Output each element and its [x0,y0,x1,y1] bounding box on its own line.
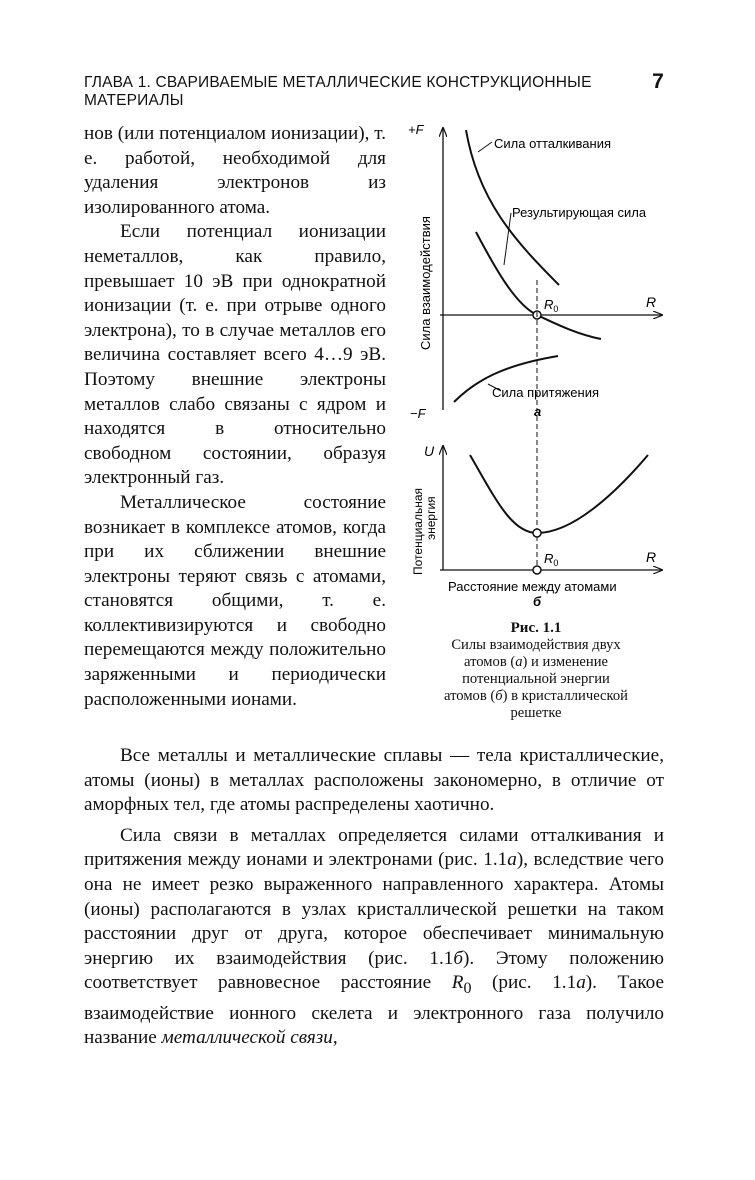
r0-label-a: $R_0$ [544,297,559,314]
panel-b-label: б [533,594,542,609]
paragraph-4: Все металлы и металлические сплавы — тела кристаллические, атомы (ионы) в металлах расположены закономерно, в отличие от аморфных тел, где атомы распределены хаотично. [84,745,664,816]
plot-a-minus-f-label: −F [410,406,426,421]
attraction-label: Сила притяжения [492,385,600,400]
figure-1-1 [404,120,666,609]
resultant-leader [504,213,511,265]
chapter-title: ГЛАВА 1. СВАРИВАЕМЫЕ МЕТАЛЛИЧЕСКИЕ КОНСТРУКЦИОННЫЕ МАТЕРИАЛЫ [84,74,592,109]
r0-axis-point [533,566,541,574]
paragraph-3: Металлическое состояние возникает в комплексе атомов, когда при их сближении внешние электроны теряют связь с атомами, становятся общими, т. е. коллективизируются и свободно перемещаются между положительно заряженными и периодически расположенными ионами. [84,491,386,710]
full-width-text [84,744,664,1051]
resultant-label: Результирующая сила [512,205,647,220]
caption-line-2: атомов (а) и изменение [464,654,608,670]
repulsion-leader [478,142,492,152]
plot-b-y-axis-title-2: энергия [424,496,438,540]
caption-line-3: потенциальной энергии [462,671,610,687]
plot-a-y-axis-title: Сила взаимодействия [418,216,433,350]
metallic-bond-term: металлической связи [161,1027,333,1049]
paragraph-2: Если потенциал ионизации неметаллов, как правило, превышает 10 эВ при однократной ионизации (т. е. при отрыве одного электрона), то в случае металлов его величина составляет всего 4…9 эВ. Поэтому внешние электроны металлов слабо связаны с ядром и находятся в относительно свободном состоянии, образуя электронный газ. [84,221,386,489]
resultant-force-curve [476,232,601,339]
r0-label-b: $R_0$ [544,551,559,568]
panel-a-label: а [534,404,542,419]
energy-minimum-point [533,529,541,537]
left-text-column [84,122,386,712]
paragraph-1: нов (или потенциалом ионизации), т. е. работой, необходимой для удаления электронов из изолированного атома. [84,123,386,218]
caption-line-5: решетке [510,705,562,721]
page-number: 7 [652,70,664,93]
caption-line-1: Силы взаимодействия двух [451,637,621,653]
plot-b-u-label: U [424,443,435,459]
plot-b-r-label: R [646,549,657,565]
caption-title: Рис. 1.1 [510,620,562,636]
plot-a-r-label: R [646,294,657,310]
caption-line-4: атомов (б) в кристаллической [444,688,628,704]
paragraph-5: Сила связи в металлах определяется силами отталкивания и притяжения между ионами и электронами (рис. 1.1а), вследствие чего она не имеет резко выраженного направленного характера. Атомы (ионы) располагаются в узлах кристаллической решетки на таком расстоянии друг от друга, которое обеспечивает минимальную энергию их взаимодействия (рис. 1.1б). Этому положению соответствует равновесное расстояние $R_0$ (рис. 1.1а). Такое взаимодействие ионного скелета и электронного газа получило название металлической связи, [84,824,665,1049]
plot-a-plus-f-label: +F [408,122,424,137]
figure-caption [404,620,668,722]
potential-energy-curve [470,455,648,533]
running-header [84,70,664,110]
force-and-energy-diagram [404,120,666,609]
plot-b-x-axis-caption: Расстояние между атомами [448,579,617,594]
repulsion-label: Сила отталкивания [494,136,612,151]
plot-b-y-axis-title-1: Потенциальная [411,488,425,575]
